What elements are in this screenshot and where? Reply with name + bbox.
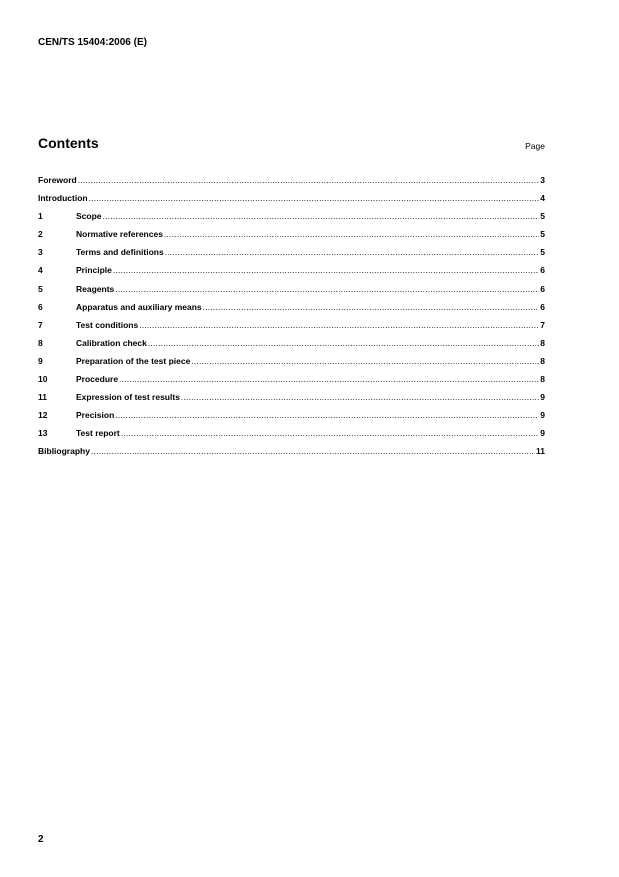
toc-entry-page: 4 bbox=[540, 193, 545, 204]
toc-entry-title: Scope bbox=[76, 211, 102, 222]
toc-leader-dots bbox=[91, 446, 535, 456]
toc-entry-page: 9 bbox=[540, 428, 545, 439]
toc-entry-page: 9 bbox=[540, 392, 545, 403]
toc-entry-title: Foreword bbox=[38, 175, 77, 185]
toc-entry-title: Principle bbox=[76, 265, 112, 276]
toc-entry-number: 5 bbox=[38, 283, 43, 294]
toc-entry-reagents[interactable] bbox=[38, 284, 545, 302]
toc-entry-test-conditions[interactable] bbox=[38, 320, 545, 338]
toc-entry-title: Normative references bbox=[76, 229, 163, 240]
toc-entry-number: 4 bbox=[38, 265, 43, 276]
toc-leader-dots bbox=[115, 284, 539, 294]
toc-entry-page: 6 bbox=[540, 265, 545, 276]
toc-entry-number: 9 bbox=[38, 355, 43, 366]
toc-entry-page: 6 bbox=[540, 301, 545, 312]
toc-entry-apparatus[interactable] bbox=[38, 302, 545, 320]
toc-entry-page: 6 bbox=[540, 283, 545, 294]
toc-leader-dots bbox=[121, 428, 539, 438]
toc-entry-scope[interactable] bbox=[38, 211, 545, 229]
toc-leader-dots bbox=[139, 320, 539, 330]
toc-entry-title: Test report bbox=[76, 428, 120, 439]
toc-entry-title: Expression of test results bbox=[76, 392, 180, 403]
toc-entry-precision[interactable] bbox=[38, 410, 545, 428]
toc-entry-preparation[interactable] bbox=[38, 356, 545, 374]
toc-leader-dots bbox=[113, 265, 539, 275]
toc-entry-number: 13 bbox=[38, 428, 48, 439]
toc-entry-title: Terms and definitions bbox=[76, 247, 164, 258]
toc-entry-page: 8 bbox=[540, 355, 545, 366]
contents-heading: Contents bbox=[38, 135, 99, 151]
toc-leader-dots bbox=[78, 175, 540, 185]
toc-leader-dots bbox=[103, 211, 540, 221]
toc-entry-number: 7 bbox=[38, 319, 43, 330]
toc-entry-normative-references[interactable] bbox=[38, 229, 545, 247]
table-of-contents bbox=[38, 175, 545, 465]
toc-entry-page: 5 bbox=[540, 229, 545, 240]
toc-entry-number: 12 bbox=[38, 410, 48, 421]
toc-entry-title: Reagents bbox=[76, 283, 115, 294]
toc-leader-dots bbox=[165, 247, 540, 257]
toc-entry-title: Introduction bbox=[38, 193, 88, 204]
toc-entry-title: Test conditions bbox=[76, 319, 139, 330]
toc-entry-number: 1 bbox=[38, 211, 43, 222]
page-number: 2 bbox=[38, 834, 44, 845]
toc-entry-number: 6 bbox=[38, 301, 43, 312]
page-column-label: Page bbox=[525, 141, 545, 151]
toc-entry-page: 11 bbox=[536, 446, 545, 457]
toc-entry-bibliography[interactable] bbox=[38, 446, 545, 464]
toc-entry-title: Bibliography bbox=[38, 446, 90, 457]
toc-leader-dots bbox=[115, 410, 539, 420]
toc-entry-foreword[interactable] bbox=[38, 175, 545, 193]
toc-entry-number: 2 bbox=[38, 229, 43, 240]
toc-entry-number: 11 bbox=[38, 392, 47, 403]
toc-entry-page: 3 bbox=[540, 175, 545, 185]
toc-entry-page: 7 bbox=[540, 319, 545, 330]
toc-entry-number: 10 bbox=[38, 374, 48, 385]
toc-entry-procedure[interactable] bbox=[38, 374, 545, 392]
toc-leader-dots bbox=[191, 356, 539, 366]
document-header: CEN/TS 15404:2006 (E) bbox=[38, 37, 147, 48]
toc-entry-introduction[interactable] bbox=[38, 193, 545, 211]
toc-leader-dots bbox=[203, 302, 540, 312]
toc-entry-number: 3 bbox=[38, 247, 43, 258]
toc-entry-page: 9 bbox=[540, 410, 545, 421]
toc-entry-page: 8 bbox=[540, 337, 545, 348]
toc-leader-dots bbox=[164, 229, 539, 239]
toc-entry-principle[interactable] bbox=[38, 265, 545, 283]
toc-entry-terms-and-definitions[interactable] bbox=[38, 247, 545, 265]
toc-entry-title: Preparation of the test piece bbox=[76, 355, 191, 366]
toc-entry-title: Procedure bbox=[76, 374, 119, 385]
toc-leader-dots bbox=[119, 374, 539, 384]
toc-leader-dots bbox=[148, 338, 539, 348]
toc-entry-title: Precision bbox=[76, 410, 115, 421]
toc-entry-number: 8 bbox=[38, 337, 43, 348]
toc-entry-title: Apparatus and auxiliary means bbox=[76, 301, 202, 312]
toc-entry-page: 8 bbox=[540, 374, 545, 385]
toc-entry-page: 5 bbox=[540, 211, 545, 222]
toc-entry-calibration-check[interactable] bbox=[38, 338, 545, 356]
toc-entry-expression-of-results[interactable] bbox=[38, 392, 545, 410]
toc-entry-title: Calibration check bbox=[76, 337, 147, 348]
toc-entry-test-report[interactable] bbox=[38, 428, 545, 446]
toc-leader-dots bbox=[89, 193, 540, 203]
toc-leader-dots bbox=[181, 392, 539, 402]
toc-entry-page: 5 bbox=[540, 247, 545, 258]
